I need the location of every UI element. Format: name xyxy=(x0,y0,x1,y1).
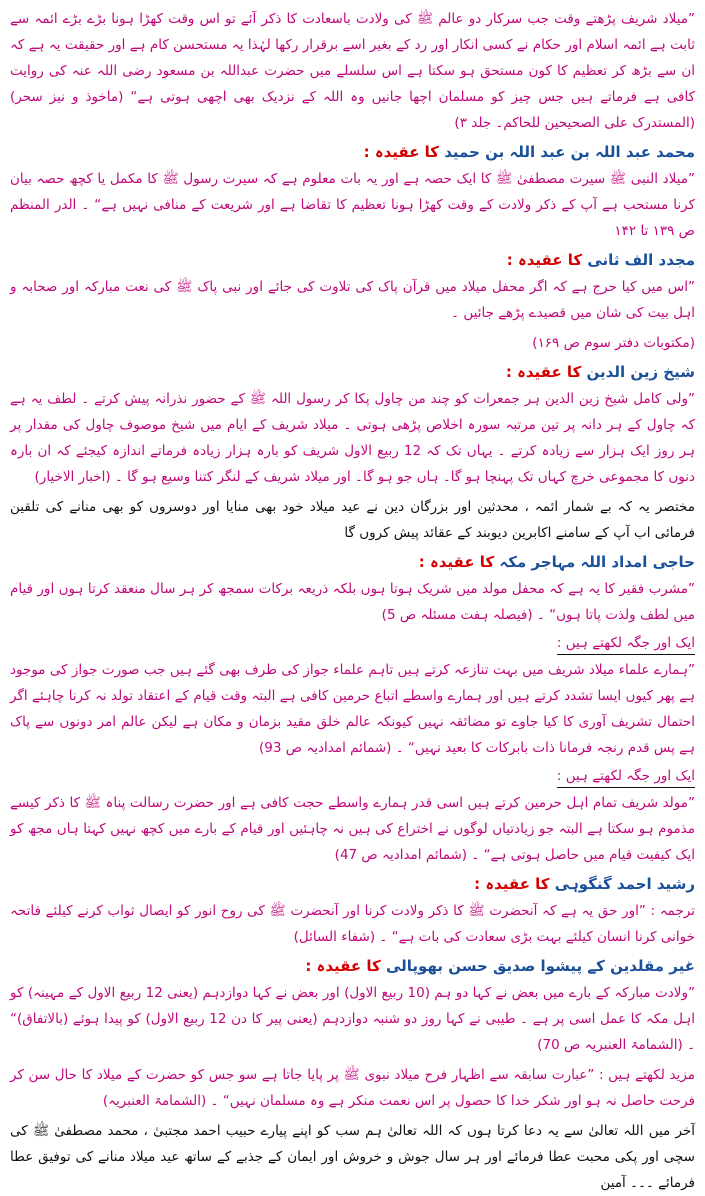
heading-suffix: کا عقیدہ : xyxy=(505,363,582,381)
paragraph-closing-prayer: آخر میں اللہ تعالیٰ سے یہ دعا کرتا ہوں کہ اللہ تعالیٰ ہم سب کو اپنے پیارے حبیب احمد مجتبیٰ ، محمد مصطفیٰ ﷺ کی سچی اور پکی محبت عطا فرمائے اور ہر سال جوش و خروش اور ایمان کے جذبے کے ساتھ عید میلاد منانے کی توفیق عطا فرمائے ۔۔۔ آمین xyxy=(10,1123,695,1191)
paragraph-zainuddin: ”ولی کامل شیخ زین الدین ہر جمعرات کو چند من چاول پکا کر رسول اللہ ﷺ کے حضور نذرانہ پیش کرتے ۔ لطف یہ ہے کہ چاول کے ہر دانہ پر تین مرتبہ سورہ اخلاص پڑھی ہوتی ۔ میلاد شریف کے ایام میں شیخ موصوف چاول کی مقدار پر ہر روز ایک ہزار سے زیادہ کرتے ۔ یہاں تک کہ 12 ربیع الاول شریف کو بارہ ہزار زیادہ فرماتے اندازہ کیجئے کہ ان بارہ دنوں کا مجموعی خرچ کہاں تک پہنچا ہو گا۔ ہاں جو ہو گا۔ اور میلاد شریف کے لنگر کتنا وسیع ہو گا ۔ (اخبار الاخیار) xyxy=(10,391,695,485)
heading-mujaddid xyxy=(10,248,695,272)
heading-suffix: کا عقیدہ : xyxy=(418,553,495,571)
paragraph-imdadullah-1: ”مشرب فقیر کا یہ ہے کہ محفل مولد میں شریک ہوتا ہوں بلکہ ذریعہ برکات سمجھ کر ہر سال منعقد کرتا ہوں اور قیام میں لطف ولذت پاتا ہوں“ ۔ (فیصلہ ہفت مسئلہ ص 5) xyxy=(10,581,695,623)
heading-suffix: کا عقیدہ : xyxy=(474,875,550,893)
heading-name: شیخ زین الدین xyxy=(586,363,695,381)
heading-name: مجدد الف ثانی xyxy=(587,251,695,269)
subheading-another-place-2 xyxy=(10,765,695,788)
subheading-another-place-1 xyxy=(10,632,695,655)
heading-zainuddin xyxy=(10,360,695,384)
paragraph-bhopali-2: مزید لکھتے ہیں : ”عبارت سابقہ سے اظہار فرح میلاد نبوی ﷺ پر پایا جاتا ہے سو جس کو حضرت کے میلاد کا حال سن کر فرحت حاصل نہ ہو اور شکر خدا کا حصول پر اس نعمت منکر ہے وہ مسلمان نہیں“ ۔ (الشمامۃ العنبریہ) xyxy=(10,1067,695,1109)
subheading-label: ایک اور جگہ لکھتے ہیں : xyxy=(557,632,695,655)
heading-suffix: کا عقیدہ : xyxy=(506,251,583,269)
subheading-label: ایک اور جگہ لکھتے ہیں : xyxy=(557,765,695,788)
heading-name: حاجی امداد اللہ مہاجر مکہ xyxy=(499,553,695,571)
heading-bhopali xyxy=(10,954,695,978)
paragraph-gangohi: ترجمہ : ”اور حق یہ ہے کہ آنحضرت ﷺ کا ذکر ولادت کرنا اور آنحضرت ﷺ کی روح انور کو ایصال ثواب کرنے کیلئے فاتحہ خوانی کرنا انسان کیلئے بہت بڑی سعادت کی بات ہے“ ۔ (شفاء السائل) xyxy=(10,903,695,945)
paragraph-summary: مختصر یہ کہ بے شمار ائمہ ، محدثین اور بزرگان دین نے عید میلاد خود بھی منایا اور دوسروں کو بھی منانے کی تلقین فرمائی اب آپ کے سامنے اکابرین دیوبند کے عقائد پیش کروں گا xyxy=(10,499,695,541)
paragraph-bhopali-1: ”ولادت مبارکہ کے بارے میں بعض نے کہا دو ہم (10 ربیع الاول) اور بعض نے کہا دوازدہم (یعنی 12 ربیع الاول کے مہینہ) کو اہل مکہ کا عمل اسی پر ہے ۔ طیبی نے کہا روز دو شنبہ دوازدہم (یعنی پیر کا دن 12 ربیع الاول) کو پیدا ہوئے (بالاتفاق)“ ۔ (الشمامۃ العنبریہ ص 70) xyxy=(10,985,695,1053)
paragraph-imdadullah-2: ”ہمارے علماء میلاد شریف میں بہت تنازعہ کرتے ہیں تاہم علماء جواز کی طرف بھی گئے ہیں جب صورت جواز کی موجود ہے پھر کیوں ایسا تشدد کرتے ہیں اور ہمارے واسطے اتباع حرمین کافی ہے البتہ وقت قیام کے اعتقاد تولد نہ کرنا چاہئے اگر احتمال تشریف آوری کا کیا جاوے تو مضائقہ نہیں کیونکہ عالم خلق مقید بزمان و مکان ہے لیکن عالم امر دونوں سے پاک ہے پس قدم رنجہ فرمانا ذات بابرکات کا بعید نہیں“ ۔ (شمائم امدادیہ ص 93) xyxy=(10,662,695,756)
paragraph-mujaddid-ref: (مکتوبات دفتر سوم ص ۱۶۹) xyxy=(532,335,695,351)
heading-suffix: کا عقیدہ : xyxy=(305,957,381,975)
paragraph-intro: ”میلاد شریف پڑھتے وقت جب سرکار دو عالم ﷺ کی ولادت باسعادت کا ذکر آئے تو اس وقت کھڑا ہونا بڑے بڑے ائمہ سے ثابت ہے ائمہ اسلام اور حکام نے کسی انکار اور رد کے بغیر اسے برقرار رکھا لہٰذا یہ مستحسن کام ہے اور حقیقت یہ ہے کہ ان سے بڑھ کر تعظیم کا کون مستحق ہو سکتا ہے اس سلسلے میں حضرت عبداللہ بن مسعود رضی اللہ عنہ کی روایت کافی ہے فرماتے ہیں جس چیز کو مسلمان اچھا جانیں وہ اللہ کے نزدیک بھی اچھی ہوتی ہے“ (ماخوذ و نیز سحر) (المستدرک علی الصحیحین للحاکم۔ جلد ۳) xyxy=(10,11,695,131)
heading-name: غیر مقلدین کے پیشوا صدیق حسن بھوپالی xyxy=(385,957,695,975)
heading-suffix: کا عقیدہ : xyxy=(363,143,440,161)
paragraph-mujaddid: ”اس میں کیا حرج ہے کہ اگر محفل میلاد میں قرآن پاک کی تلاوت کی جائے اور نبی پاک ﷺ کی نعت مبارکہ اور صحابہ و اہل بیت کی شان میں قصیدے پڑھے جائیں ۔ xyxy=(10,279,695,321)
heading-name: محمد عبد اللہ بن عبد اللہ بن حمید xyxy=(444,143,695,161)
heading-ibn-humaid xyxy=(10,140,695,164)
heading-name: رشید احمد گنگوہی xyxy=(554,875,695,893)
paragraph-ibn-humaid: ”میلاد النبی ﷺ سیرت مصطفیٰ ﷺ کا ایک حصہ ہے اور یہ بات معلوم ہے کہ سیرت رسول ﷺ کا مکمل یا کچھ حصہ بیان کرنا مستحب ہے آپ کے ذکر ولادت کے وقت کھڑا ہونا تعظیم کا تقاضا ہے اور شریعت کے منافی نہیں ہے“ ۔ الدر المنظم ص ۱۳۹ تا ۱۴۲ xyxy=(10,171,695,239)
paragraph-imdadullah-3: ”مولد شریف تمام اہل حرمین کرتے ہیں اسی قدر ہمارے واسطے حجت کافی ہے اور حضرت رسالت پناہ ﷺ کا ذکر کیسے مذموم ہو سکتا ہے البتہ جو زیادتیاں لوگوں نے اختراع کی ہیں نہ چاہئیں اور قیام کے بارے میں کچھ نہیں کہتا ہاں مجھ کو ایک کیفیت قیام میں حاصل ہوتی ہے“ ۔ (شمائم امدادیہ ص 47) xyxy=(10,795,695,863)
heading-imdadullah xyxy=(10,550,695,574)
heading-gangohi xyxy=(10,872,695,896)
